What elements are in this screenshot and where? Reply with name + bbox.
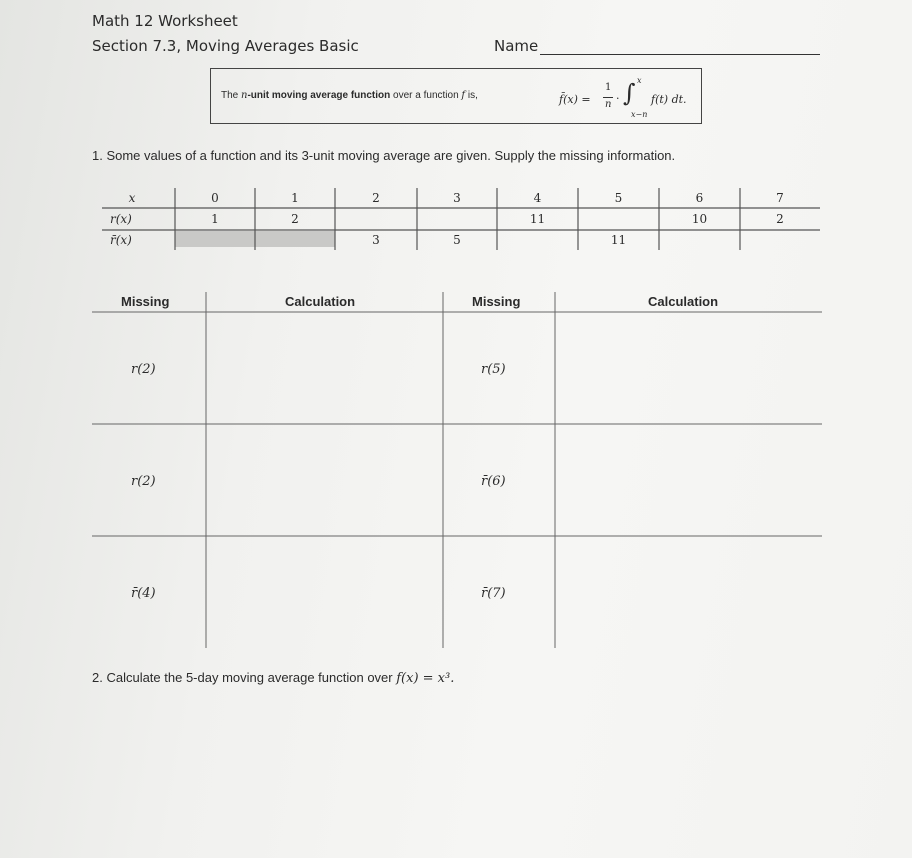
calculation-cell[interactable] — [207, 425, 442, 535]
r-value: 10 — [691, 212, 708, 226]
calculation-cell[interactable] — [556, 537, 821, 647]
x-value: 5 — [614, 191, 623, 205]
r-value: 1 — [211, 212, 219, 226]
x-value: 7 — [776, 191, 784, 205]
rbar-value: 5 — [453, 233, 461, 247]
name-blank-line[interactable] — [540, 54, 820, 55]
worksheet-title: Math 12 Worksheet — [92, 12, 238, 30]
missing-item: r̄(7) — [481, 586, 506, 601]
rbar-value: 3 — [372, 233, 380, 247]
row-label-rbar: r̄(x) — [110, 233, 132, 247]
missing-item: r̄(4) — [131, 586, 156, 601]
shaded-cell — [255, 231, 335, 247]
row-label-x: x — [128, 191, 136, 205]
header-calculation-left: Calculation — [285, 294, 356, 309]
shaded-cell — [175, 231, 255, 247]
x-value: 3 — [453, 191, 461, 205]
missing-item: r(2) — [131, 474, 156, 489]
x-value: 4 — [533, 191, 542, 205]
calculation-cell[interactable] — [207, 537, 442, 647]
header-calculation-right: Calculation — [648, 294, 719, 309]
calculation-cell[interactable] — [556, 425, 821, 535]
name-label: Name — [494, 37, 539, 55]
missing-item: r(2) — [131, 362, 156, 377]
rbar-value: 11 — [610, 233, 627, 247]
definition-formula: f̄(x) = 1 n · ∫ x x−n f(t) dt. — [559, 76, 687, 119]
definition-text: The n-unit moving average function over a function f is, — [221, 90, 478, 101]
header-missing-right: Missing — [472, 294, 521, 309]
worksheet-section: Section 7.3, Moving Averages Basic — [92, 37, 359, 55]
question-2: 2. Calculate the 5-day moving average function over f(x) = x³. — [92, 670, 455, 686]
definition-box — [210, 68, 702, 124]
r-value: 11 — [529, 212, 546, 226]
x-value: 0 — [211, 191, 219, 205]
x-value: 6 — [695, 191, 704, 205]
missing-item: r̄(6) — [481, 474, 506, 489]
x-value: 1 — [291, 191, 299, 205]
x-value: 2 — [372, 191, 380, 205]
question-1: 1. Some values of a function and its 3-unit moving average are given. Supply the missing information. — [92, 148, 676, 163]
calculation-cell[interactable] — [207, 313, 442, 423]
header-missing-left: Missing — [121, 294, 170, 309]
row-label-r: r(x) — [110, 212, 132, 226]
calculation-cell[interactable] — [556, 313, 821, 423]
missing-item: r(5) — [481, 362, 506, 377]
r-value: 2 — [776, 212, 784, 226]
r-value: 2 — [291, 212, 299, 226]
